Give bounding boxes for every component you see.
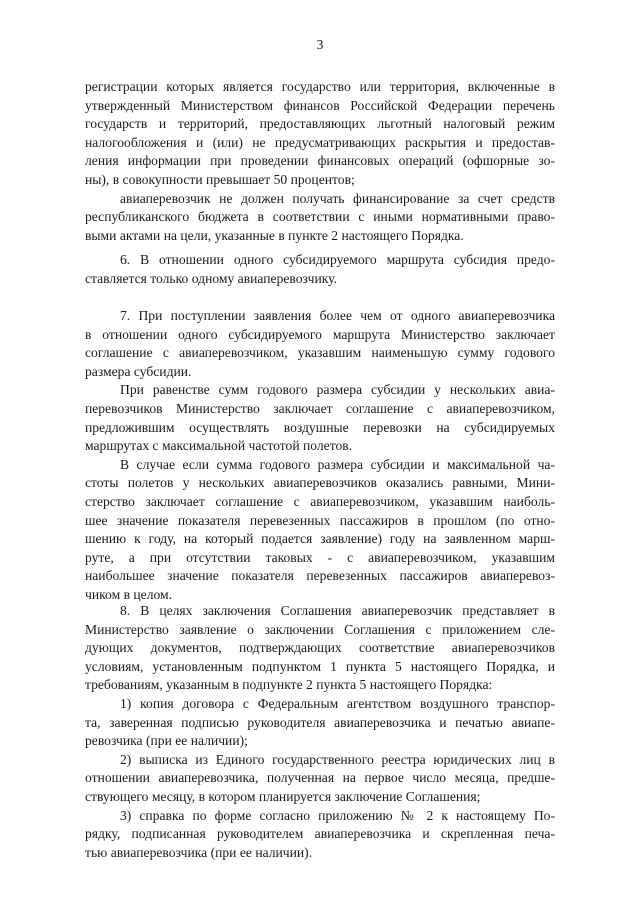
text-line: 6. В отношении одного субсидируемого маршрута субсидия предо- (120, 252, 555, 267)
text-line: ления информации при проведении финансовых операций (офшорные зо- (85, 153, 555, 169)
text-line: ны), в совокупности превышает 50 процентов; (85, 171, 355, 187)
text-line: дующих документов, подтверждающих соответствие авиаперевозчиков (85, 640, 555, 656)
text-line: стерство заключает соглашение с авиаперевозчиком, указавшим наиболь- (85, 493, 555, 509)
text-line: налогообложения и (или) не предусматривающих раскрытия и предостав- (85, 134, 555, 150)
text-line: отношении авиаперевозчика, полученная на первое число месяца, предше- (85, 770, 555, 786)
text-line: 7. При поступлении заявления более чем от одного авиаперевозчика (120, 308, 555, 323)
text-line: соглашение с авиаперевозчиком, указавшим наименьшую сумму годового (85, 345, 555, 361)
text-line: маршрутах с максимальной частотой полетов. (85, 438, 353, 454)
text-line: выми актами на цели, указанные в пункте 2 настоящего Порядка. (85, 227, 464, 243)
page-number: 3 (316, 37, 324, 52)
text-line: чиком в целом. (85, 586, 173, 602)
text-line: ствующего месяцу, в котором планируется заключение Соглашения; (85, 788, 481, 804)
text-line: 1) копия договора с Федеральным агентством воздушного транспор- (120, 695, 555, 711)
text-line: условиям, установленным подпунктом 1 пункта 5 настоящего Порядка, и (85, 658, 555, 674)
text-line: перевозчиков Министерство заключает соглашение с авиаперевозчиком, (85, 400, 555, 416)
text-line: В случае если сумма годового размера субсидии и максимальной ча- (120, 456, 555, 472)
paragraph-7 (85, 307, 555, 605)
paragraph-8 (85, 602, 555, 862)
text-line: наибольшее значение показателя перевезенных пассажиров авиаперевоз- (85, 568, 555, 584)
text-line: требованиям, указанным в подпункте 2 пункта 5 настоящего Порядка: (85, 677, 493, 693)
text-line: ставляется только одному авиаперевозчику. (85, 270, 337, 286)
text-line: 3) справка по форме согласно приложению № 2 к настоящему По- (120, 807, 555, 823)
text-line: рядку, подписанная руководителем авиаперевозчика и скрепленная печа- (85, 826, 555, 842)
text-line: шее значение показателя перевезенных пассажиров в прошлом (по отно- (85, 512, 555, 528)
text-line: Министерство заявление о заключении Соглашения с приложением сле- (85, 621, 555, 637)
text-line: предложившим осуществлять воздушные перевозки на субсидируемых (85, 419, 555, 435)
text-line: утвержденный Министерством финансов Российской Федерации перечень (85, 97, 555, 113)
text-line: государств и территорий, предоставляющих льготный налоговый режим (85, 116, 555, 132)
text-line: руте, а при отсутствии таковых - с авиаперевозчиком, указавшим (85, 549, 555, 565)
text-line: регистрации которых является государство или территория, включенные в (85, 79, 555, 94)
text-line: 2) выписка из Единого государственного реестра юридических лиц в (120, 751, 555, 767)
paragraph-block-offshore (85, 78, 555, 245)
text-line: При равенстве сумм годового размера субсидии у нескольких авиа- (120, 382, 555, 398)
text-line: авиаперевозчик не должен получать финансирование за счет средств (120, 190, 555, 206)
text-line: ревозчика (при ее наличии); (85, 733, 248, 749)
text-line: та, заверенная подписью руководителя авиаперевозчика и печатью авиапе- (85, 714, 555, 730)
text-line: 8. В целях заключения Соглашения авиаперевозчик представляет в (120, 603, 555, 618)
text-line: стоты полетов у нескольких авиаперевозчиков оказались равными, Мини- (85, 475, 555, 491)
paragraph-6 (85, 251, 555, 288)
text-line: размера субсидии. (85, 363, 192, 379)
text-line: в отношении одного субсидируемого маршрута Министерство заключает (85, 326, 555, 342)
text-line: республиканского бюджета в соответствии с иными нормативными право- (85, 209, 555, 225)
text-line: шению к году, на который подается заявление) году на заявленном марш- (85, 531, 555, 547)
text-line: тью авиаперевозчика (при ее наличии). (85, 844, 313, 860)
